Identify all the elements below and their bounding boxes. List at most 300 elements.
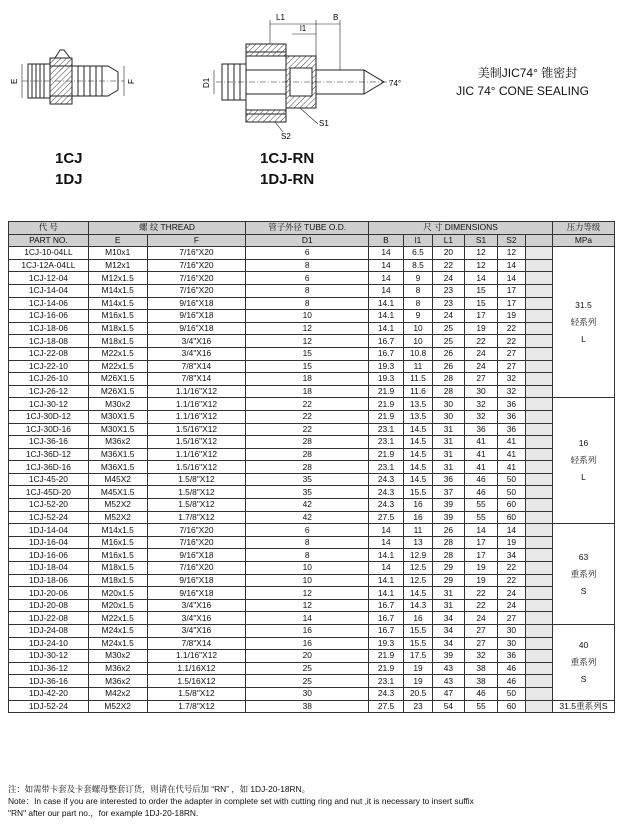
right-model-label-1: 1CJ-RN bbox=[260, 150, 315, 167]
header-thread: 螺 纹 THREAD bbox=[88, 222, 246, 235]
cell-part-no: 1DJ-36-12 bbox=[9, 662, 89, 675]
cell-dim-l1: 39 bbox=[433, 650, 465, 663]
cell-blank bbox=[525, 247, 552, 260]
cell-tube-od: 35 bbox=[246, 473, 369, 486]
cell-blank bbox=[525, 448, 552, 461]
cell-thread-f: 9/16"X18 bbox=[147, 574, 246, 587]
cell-dim-s2: 60 bbox=[498, 511, 525, 524]
dim-l1-label: L1 bbox=[276, 13, 285, 22]
cell-thread-e: M45X2 bbox=[88, 473, 147, 486]
cell-tube-od: 8 bbox=[246, 259, 369, 272]
pressure-series: 轻系列 bbox=[570, 316, 597, 327]
cell-part-no: 1DJ-22-08 bbox=[9, 612, 89, 625]
cell-dim-s1: 24 bbox=[464, 347, 498, 360]
cell-blank bbox=[525, 272, 552, 285]
cell-dim-b: 16.7 bbox=[369, 599, 404, 612]
cell-part-no: 1CJ-14-06 bbox=[9, 297, 89, 310]
cell-dim-l1-small: 11 bbox=[403, 524, 432, 537]
pressure-value: 16 bbox=[578, 438, 589, 449]
cell-dim-b: 14 bbox=[369, 247, 404, 260]
cell-dim-l1: 31 bbox=[433, 461, 465, 474]
header-s1: S1 bbox=[464, 234, 498, 247]
cell-tube-od: 25 bbox=[246, 662, 369, 675]
cell-dim-s2: 19 bbox=[498, 310, 525, 323]
cell-dim-l1-small: 23 bbox=[403, 700, 432, 713]
dim-s1-label: S1 bbox=[319, 119, 329, 128]
cell-dim-s1: 22 bbox=[464, 599, 498, 612]
left-model-label-1: 1CJ bbox=[55, 150, 83, 167]
cell-tube-od: 28 bbox=[246, 448, 369, 461]
cell-dim-l1: 30 bbox=[433, 410, 465, 423]
header-tube-od: 管子外径 TUBE O.D. bbox=[246, 222, 369, 235]
cell-dim-s1: 32 bbox=[464, 650, 498, 663]
cell-dim-s2: 32 bbox=[498, 385, 525, 398]
cell-part-no: 1CJ-22-08 bbox=[9, 347, 89, 360]
note-en-2: "RN" after our part no.，for example 1DJ-20-18RN. bbox=[8, 808, 199, 818]
cell-dim-s2: 32 bbox=[498, 373, 525, 386]
cell-tube-od: 22 bbox=[246, 410, 369, 423]
cell-dim-l1-small: 19 bbox=[403, 662, 432, 675]
cell-dim-b: 24.3 bbox=[369, 486, 404, 499]
cell-part-no: 1CJ-10-04LL bbox=[9, 247, 89, 260]
cell-dim-s1: 15 bbox=[464, 284, 498, 297]
cell-dim-l1-small: 12.5 bbox=[403, 574, 432, 587]
cell-thread-f: 1.5/16X12 bbox=[147, 675, 246, 688]
cell-dim-l1-small: 13 bbox=[403, 536, 432, 549]
cell-pressure-group: 31.5重系列S bbox=[552, 700, 614, 713]
cell-thread-e: M36X1.5 bbox=[88, 448, 147, 461]
pressure-value: 40 bbox=[578, 639, 589, 650]
cell-part-no: 1DJ-20-08 bbox=[9, 599, 89, 612]
cell-part-no: 1CJ-12A-04LL bbox=[9, 259, 89, 272]
cell-blank bbox=[525, 322, 552, 335]
cell-dim-s1: 46 bbox=[464, 687, 498, 700]
cell-dim-s1: 14 bbox=[464, 524, 498, 537]
cell-dim-b: 21.9 bbox=[369, 448, 404, 461]
cell-dim-l1: 29 bbox=[433, 574, 465, 587]
cell-tube-od: 38 bbox=[246, 700, 369, 713]
cell-dim-l1-small: 13.5 bbox=[403, 398, 432, 411]
cell-thread-e: M18x1.5 bbox=[88, 562, 147, 575]
cell-tube-od: 15 bbox=[246, 347, 369, 360]
cell-part-no: 1CJ-36D-16 bbox=[9, 461, 89, 474]
cell-dim-b: 24.3 bbox=[369, 473, 404, 486]
right-model-label-2: 1DJ-RN bbox=[260, 171, 315, 188]
cell-dim-l1: 23 bbox=[433, 284, 465, 297]
cell-dim-s2: 41 bbox=[498, 448, 525, 461]
table-row bbox=[9, 423, 615, 436]
cell-thread-e: M36x2 bbox=[88, 436, 147, 449]
cell-thread-f: 9/16"X18 bbox=[147, 297, 246, 310]
cell-dim-l1: 34 bbox=[433, 625, 465, 638]
cell-dim-l1-small: 15.5 bbox=[403, 486, 432, 499]
cell-dim-b: 14 bbox=[369, 562, 404, 575]
cell-part-no: 1DJ-30-12 bbox=[9, 650, 89, 663]
header-blank bbox=[525, 234, 552, 247]
cell-dim-s2: 14 bbox=[498, 272, 525, 285]
cell-thread-f: 1.1/16"X12 bbox=[147, 385, 246, 398]
cell-dim-l1-small: 9 bbox=[403, 310, 432, 323]
cell-blank bbox=[525, 398, 552, 411]
cell-blank bbox=[525, 335, 552, 348]
cell-part-no: 1DJ-18-04 bbox=[9, 562, 89, 575]
cell-thread-e: M14x1.5 bbox=[88, 297, 147, 310]
cell-thread-e: M12x1 bbox=[88, 259, 147, 272]
cell-dim-l1: 34 bbox=[433, 612, 465, 625]
cell-tube-od: 6 bbox=[246, 272, 369, 285]
header-mpa: MPa bbox=[552, 234, 614, 247]
cell-dim-s1: 38 bbox=[464, 662, 498, 675]
right-fitting-drawing bbox=[214, 20, 390, 132]
cell-blank bbox=[525, 499, 552, 512]
table-row bbox=[9, 499, 615, 512]
cell-dim-s1: 14 bbox=[464, 272, 498, 285]
cell-part-no: 1DJ-18-06 bbox=[9, 574, 89, 587]
pressure-series: 重系列 bbox=[570, 656, 597, 667]
cell-part-no: 1CJ-16-06 bbox=[9, 310, 89, 323]
cell-dim-b: 14 bbox=[369, 524, 404, 537]
cell-dim-l1-small: 11.6 bbox=[403, 385, 432, 398]
cell-dim-l1: 28 bbox=[433, 549, 465, 562]
pressure-code: S bbox=[580, 673, 587, 684]
header-row-2 bbox=[9, 234, 615, 247]
table-row bbox=[9, 360, 615, 373]
cell-part-no: 1DJ-24-10 bbox=[9, 637, 89, 650]
cell-tube-od: 10 bbox=[246, 562, 369, 575]
cell-blank bbox=[525, 562, 552, 575]
cell-tube-od: 6 bbox=[246, 247, 369, 260]
cell-dim-b: 23.1 bbox=[369, 423, 404, 436]
cell-dim-s1: 46 bbox=[464, 486, 498, 499]
table-row bbox=[9, 511, 615, 524]
cell-thread-e: M14x1.5 bbox=[88, 524, 147, 537]
cell-thread-f: 1.1/16"X12 bbox=[147, 448, 246, 461]
cell-tube-od: 18 bbox=[246, 373, 369, 386]
cell-dim-b: 23.1 bbox=[369, 461, 404, 474]
cell-part-no: 1CJ-18-06 bbox=[9, 322, 89, 335]
cell-blank bbox=[525, 687, 552, 700]
technical-drawing bbox=[0, 0, 628, 205]
pressure-series: 重系列 bbox=[570, 568, 597, 579]
cell-dim-l1: 26 bbox=[433, 347, 465, 360]
cell-dim-s2: 30 bbox=[498, 637, 525, 650]
drawing-title-cn: 美制JIC74° 锥密封 bbox=[477, 66, 578, 80]
cell-blank bbox=[525, 599, 552, 612]
table-row bbox=[9, 297, 615, 310]
cell-dim-s2: 17 bbox=[498, 297, 525, 310]
cell-dim-l1: 28 bbox=[433, 373, 465, 386]
cell-dim-b: 16.7 bbox=[369, 335, 404, 348]
cell-dim-l1-small: 10.8 bbox=[403, 347, 432, 360]
table-header bbox=[9, 222, 615, 247]
cell-dim-s2: 27 bbox=[498, 612, 525, 625]
cell-dim-s2: 24 bbox=[498, 587, 525, 600]
cell-dim-s1: 24 bbox=[464, 612, 498, 625]
cell-part-no: 1CJ-52-24 bbox=[9, 511, 89, 524]
cell-blank bbox=[525, 574, 552, 587]
cell-dim-s1: 19 bbox=[464, 574, 498, 587]
cell-dim-l1-small: 9 bbox=[403, 272, 432, 285]
cell-thread-e: M52X2 bbox=[88, 499, 147, 512]
cell-thread-e: M45X1.5 bbox=[88, 486, 147, 499]
cell-thread-f: 1.5/8"X12 bbox=[147, 687, 246, 700]
cell-thread-f: 7/16"X20 bbox=[147, 272, 246, 285]
cell-blank bbox=[525, 259, 552, 272]
cell-dim-s2: 41 bbox=[498, 461, 525, 474]
cell-thread-f: 1.5/16"X12 bbox=[147, 436, 246, 449]
header-pressure: 压力等级 bbox=[552, 222, 614, 235]
dim-b-label: B bbox=[333, 13, 339, 22]
cell-dim-b: 14 bbox=[369, 272, 404, 285]
cell-dim-s1: 27 bbox=[464, 637, 498, 650]
table-row bbox=[9, 637, 615, 650]
cell-dim-l1-small: 20.5 bbox=[403, 687, 432, 700]
cell-thread-f: 1.1/16X12 bbox=[147, 662, 246, 675]
cell-thread-e: M18x1.5 bbox=[88, 322, 147, 335]
cell-dim-b: 14 bbox=[369, 284, 404, 297]
cell-thread-f: 1.1/16"X12 bbox=[147, 410, 246, 423]
table-row bbox=[9, 675, 615, 688]
table-row bbox=[9, 335, 615, 348]
cell-dim-l1: 22 bbox=[433, 259, 465, 272]
cell-tube-od: 20 bbox=[246, 650, 369, 663]
cell-dim-s2: 36 bbox=[498, 410, 525, 423]
cell-dim-s2: 60 bbox=[498, 499, 525, 512]
cell-dim-l1: 54 bbox=[433, 700, 465, 713]
cell-dim-s1: 24 bbox=[464, 360, 498, 373]
cell-dim-l1: 30 bbox=[433, 398, 465, 411]
cell-dim-b: 14 bbox=[369, 536, 404, 549]
cell-thread-f: 9/16"X18 bbox=[147, 322, 246, 335]
cell-blank bbox=[525, 662, 552, 675]
cell-dim-l1-small: 12.5 bbox=[403, 562, 432, 575]
cell-thread-f: 1.5/8"X12 bbox=[147, 486, 246, 499]
cell-dim-l1: 31 bbox=[433, 448, 465, 461]
cell-dim-s1: 32 bbox=[464, 410, 498, 423]
cell-dim-b: 14.1 bbox=[369, 297, 404, 310]
cell-dim-b: 19.3 bbox=[369, 360, 404, 373]
cell-tube-od: 12 bbox=[246, 587, 369, 600]
cell-thread-f: 7/8"X14 bbox=[147, 373, 246, 386]
cell-dim-l1: 39 bbox=[433, 511, 465, 524]
cell-dim-l1-small: 12.9 bbox=[403, 549, 432, 562]
cell-thread-f: 7/8"X14 bbox=[147, 360, 246, 373]
cell-part-no: 1DJ-14-04 bbox=[9, 524, 89, 537]
cell-tube-od: 14 bbox=[246, 612, 369, 625]
cell-blank bbox=[525, 473, 552, 486]
table-row bbox=[9, 599, 615, 612]
cell-thread-f: 9/16"X18 bbox=[147, 587, 246, 600]
cell-dim-l1-small: 19 bbox=[403, 675, 432, 688]
table-row bbox=[9, 272, 615, 285]
cell-thread-f: 1.1/16"X12 bbox=[147, 398, 246, 411]
cell-dim-l1: 31 bbox=[433, 436, 465, 449]
cell-thread-f: 3/4"X16 bbox=[147, 625, 246, 638]
cell-thread-f: 7/16"X20 bbox=[147, 259, 246, 272]
cell-dim-s2: 60 bbox=[498, 700, 525, 713]
cell-thread-f: 7/16"X20 bbox=[147, 562, 246, 575]
cell-dim-s1: 17 bbox=[464, 549, 498, 562]
cell-blank bbox=[525, 360, 552, 373]
cell-dim-b: 27.5 bbox=[369, 511, 404, 524]
cell-part-no: 1CJ-36-16 bbox=[9, 436, 89, 449]
cell-dim-b: 14.1 bbox=[369, 574, 404, 587]
pressure-value: 31.5 bbox=[575, 299, 592, 310]
cell-dim-l1-small: 11 bbox=[403, 360, 432, 373]
cell-part-no: 1CJ-30D-16 bbox=[9, 423, 89, 436]
cell-dim-l1: 43 bbox=[433, 662, 465, 675]
cell-dim-s2: 17 bbox=[498, 284, 525, 297]
cell-dim-l1: 25 bbox=[433, 322, 465, 335]
table-row bbox=[9, 461, 615, 474]
header-f: F bbox=[147, 234, 246, 247]
pressure-code: S bbox=[580, 585, 587, 596]
cell-dim-l1-small: 10 bbox=[403, 322, 432, 335]
cell-dim-b: 14.1 bbox=[369, 587, 404, 600]
cell-tube-od: 8 bbox=[246, 297, 369, 310]
cell-thread-f: 1.5/16"X12 bbox=[147, 423, 246, 436]
cell-dim-b: 19.3 bbox=[369, 637, 404, 650]
cell-dim-s1: 17 bbox=[464, 536, 498, 549]
cell-dim-s2: 50 bbox=[498, 486, 525, 499]
cell-part-no: 1DJ-42-20 bbox=[9, 687, 89, 700]
cell-tube-od: 25 bbox=[246, 675, 369, 688]
cell-dim-l1: 36 bbox=[433, 473, 465, 486]
cell-tube-od: 8 bbox=[246, 284, 369, 297]
cell-thread-f: 7/16"X20 bbox=[147, 247, 246, 260]
header-s2: S2 bbox=[498, 234, 525, 247]
cell-dim-b: 21.9 bbox=[369, 650, 404, 663]
cell-dim-b: 21.9 bbox=[369, 662, 404, 675]
cell-pressure-group bbox=[552, 524, 614, 625]
cell-thread-e: M22x1.5 bbox=[88, 347, 147, 360]
cell-blank bbox=[525, 587, 552, 600]
cell-dim-b: 16.7 bbox=[369, 347, 404, 360]
dim-l1-small-label: l1 bbox=[300, 24, 307, 33]
cell-tube-od: 22 bbox=[246, 423, 369, 436]
cell-thread-e: M22x1.5 bbox=[88, 360, 147, 373]
cell-dim-s2: 19 bbox=[498, 536, 525, 549]
cell-dim-s2: 27 bbox=[498, 360, 525, 373]
dim-d1-label: D1 bbox=[202, 77, 211, 88]
cell-dim-l1: 23 bbox=[433, 297, 465, 310]
left-fitting-drawing bbox=[22, 50, 124, 104]
pressure-series: 轻系列 bbox=[570, 455, 597, 466]
cell-dim-b: 21.9 bbox=[369, 385, 404, 398]
cell-blank bbox=[525, 511, 552, 524]
cell-blank bbox=[525, 310, 552, 323]
cell-part-no: 1CJ-12-04 bbox=[9, 272, 89, 285]
cell-dim-s2: 36 bbox=[498, 650, 525, 663]
table-row bbox=[9, 524, 615, 537]
table-row bbox=[9, 687, 615, 700]
cell-dim-l1-small: 14.3 bbox=[403, 599, 432, 612]
cell-dim-s2: 22 bbox=[498, 322, 525, 335]
left-model-label-2: 1DJ bbox=[55, 171, 83, 188]
cell-dim-s2: 14 bbox=[498, 524, 525, 537]
table-row bbox=[9, 259, 615, 272]
cell-dim-s2: 27 bbox=[498, 347, 525, 360]
note-en-1: Note：In case if you are interested to order the adapter in complete set with cutting ring and nut ,it is necessary to insert suffix bbox=[8, 796, 474, 806]
cell-thread-e: M18x1.5 bbox=[88, 574, 147, 587]
cell-blank bbox=[525, 650, 552, 663]
cell-thread-e: M36x2 bbox=[88, 662, 147, 675]
cell-tube-od: 6 bbox=[246, 524, 369, 537]
cell-thread-e: M22x1.5 bbox=[88, 612, 147, 625]
cell-dim-l1: 28 bbox=[433, 385, 465, 398]
cell-tube-od: 16 bbox=[246, 637, 369, 650]
note-cn: 注：如需带卡套及卡套螺母整套订货，则请在代号后加 “RN” ，如 1DJ-20-18RN。 bbox=[8, 784, 310, 794]
cell-thread-f: 9/16"X18 bbox=[147, 549, 246, 562]
cell-part-no: 1DJ-36-16 bbox=[9, 675, 89, 688]
table-row bbox=[9, 385, 615, 398]
cell-dim-l1-small: 8.5 bbox=[403, 259, 432, 272]
cell-dim-s2: 22 bbox=[498, 562, 525, 575]
cell-thread-f: 3/4"X16 bbox=[147, 612, 246, 625]
cell-blank bbox=[525, 373, 552, 386]
cell-thread-e: M20x1.5 bbox=[88, 599, 147, 612]
table-row bbox=[9, 247, 615, 260]
cell-dim-b: 14.1 bbox=[369, 322, 404, 335]
cell-thread-f: 3/4"X16 bbox=[147, 599, 246, 612]
cell-dim-l1: 26 bbox=[433, 360, 465, 373]
cell-part-no: 1DJ-20-06 bbox=[9, 587, 89, 600]
cell-dim-l1: 31 bbox=[433, 599, 465, 612]
cell-thread-e: M10x1 bbox=[88, 247, 147, 260]
cell-thread-f: 3/4"X16 bbox=[147, 335, 246, 348]
cell-blank bbox=[525, 524, 552, 537]
cell-dim-s1: 17 bbox=[464, 310, 498, 323]
cell-dim-l1: 29 bbox=[433, 562, 465, 575]
cell-part-no: 1CJ-45-20 bbox=[9, 473, 89, 486]
table-row bbox=[9, 347, 615, 360]
cell-dim-b: 19.3 bbox=[369, 373, 404, 386]
cell-part-no: 1CJ-30-12 bbox=[9, 398, 89, 411]
dim-f-label: F bbox=[127, 79, 136, 84]
header-code: 代 号 bbox=[9, 222, 89, 235]
cell-tube-od: 28 bbox=[246, 436, 369, 449]
cell-tube-od: 18 bbox=[246, 385, 369, 398]
table-row bbox=[9, 536, 615, 549]
table-row bbox=[9, 587, 615, 600]
spec-table bbox=[8, 221, 615, 713]
cell-dim-s1: 32 bbox=[464, 398, 498, 411]
cell-dim-b: 21.9 bbox=[369, 410, 404, 423]
table-row bbox=[9, 473, 615, 486]
cell-part-no: 1CJ-18-08 bbox=[9, 335, 89, 348]
drawing-title-en: JIC 74° CONE SEALING bbox=[456, 84, 589, 98]
cell-thread-e: M30x2 bbox=[88, 650, 147, 663]
cell-pressure-group bbox=[552, 398, 614, 524]
cell-dim-l1-small: 8 bbox=[403, 284, 432, 297]
cell-dim-s1: 41 bbox=[464, 461, 498, 474]
cell-dim-l1: 26 bbox=[433, 524, 465, 537]
cell-thread-f: 1.5/16"X12 bbox=[147, 461, 246, 474]
table-row bbox=[9, 574, 615, 587]
cell-part-no: 1CJ-26-10 bbox=[9, 373, 89, 386]
cell-thread-e: M52X2 bbox=[88, 511, 147, 524]
cell-tube-od: 30 bbox=[246, 687, 369, 700]
angle-label: 74° bbox=[389, 79, 402, 88]
table-row bbox=[9, 625, 615, 638]
cell-thread-e: M24x1.5 bbox=[88, 637, 147, 650]
cell-dim-s2: 30 bbox=[498, 625, 525, 638]
cell-blank bbox=[525, 284, 552, 297]
cell-dim-l1: 43 bbox=[433, 675, 465, 688]
cell-thread-f: 1.7/8"X12 bbox=[147, 511, 246, 524]
cell-dim-l1-small: 10 bbox=[403, 335, 432, 348]
cell-dim-s1: 55 bbox=[464, 700, 498, 713]
